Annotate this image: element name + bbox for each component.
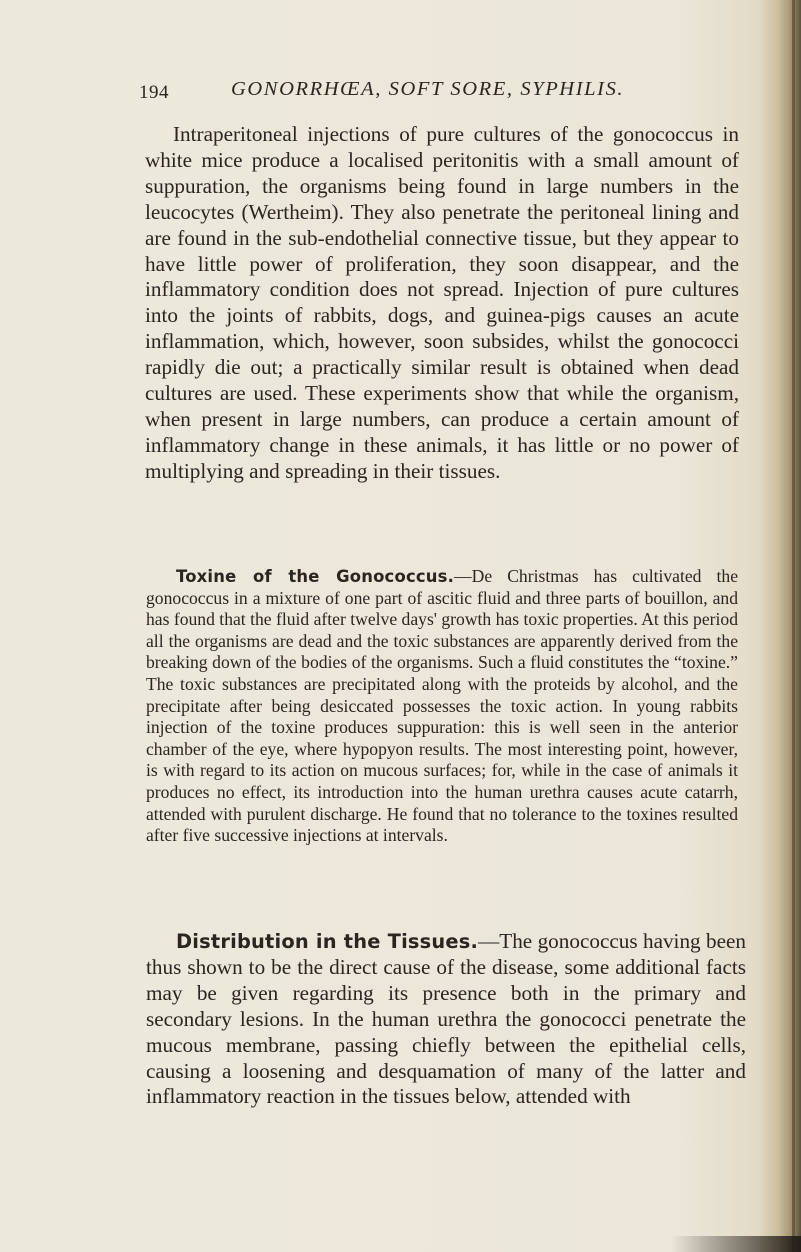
binding-edge (792, 0, 795, 1252)
paragraph-text: —De Christmas has cultivated the gonococcus in a mixture of one part of ascitic fluid and three parts of bouillon, and has found that the fluid after twelve days' growth has toxic properties. At this period all the organisms are dead and the toxic substances are apparently derived from the breaking down of the bodies of the organisms. Such a fluid constitutes the “toxine.” The toxic substances are precipitated along with the proteids by alcohol, and the precipitate after being desiccated possesses the toxic action. In young rabbits injection of the toxine produces suppuration: this is well seen in the anterior chamber of the eye, where hypopyon results. The most interesting point, however, is with regard to its action on mucous surfaces; for, while in the case of animals it produces no effect, its introduction into the human urethra causes acute catarrh, attended with purulent discharge. He found that no tolerance to the toxines resulted after five successive injections at intervals. (146, 566, 739, 846)
paragraph-distribution (146, 929, 746, 1110)
running-title: GONORRHŒA, SOFT SORE, SYPHILIS. (231, 78, 625, 100)
section-heading-distribution: Distribution in the Tissues. (176, 930, 479, 953)
running-head (139, 78, 739, 108)
section-heading-toxine: Toxine of the Gonococcus. (176, 567, 455, 586)
corner-shadow (671, 1236, 801, 1252)
paragraph-text: —The gonococcus having been thus shown to be the direct cause of the disease, some additional facts may be given regarding its presence both in the primary and secondary lesions. In the human urethra the gonococci penetrate the mucous membrane, passing chiefly between the epithelial cells, causing a loosening and desquamation of many of the latter and inflammatory reaction in the tissues below, attended with (146, 929, 747, 1109)
paragraph-text: Intraperitoneal injections of pure cultures of the gonococcus in white mice produce a localised peritonitis with a small amount of suppuration, the organisms being found in large numbers in the leucocytes (Wertheim). They also penetrate the peritoneal lining and are found in the sub-endothelial connective tissue, but they appear to have little power of proliferation, they soon disappear, and the inflammatory condition does not spread. Injection of pure cultures into the joints of rabbits, dogs, and guinea-pigs causes an acute inflammation, which, however, soon subsides, whilst the gonococci rapidly die out; a practically similar result is obtained when dead cultures are used. These experiments show that while the organism, when present in large numbers, can produce a certain amount of inflammatory change in these animals, it has little or no power of multiplying and spreading in their tissues. (145, 122, 739, 483)
paragraph-peritoneal-injections (145, 122, 739, 485)
page-number: 194 (139, 82, 169, 103)
paragraph-toxine (146, 566, 738, 847)
